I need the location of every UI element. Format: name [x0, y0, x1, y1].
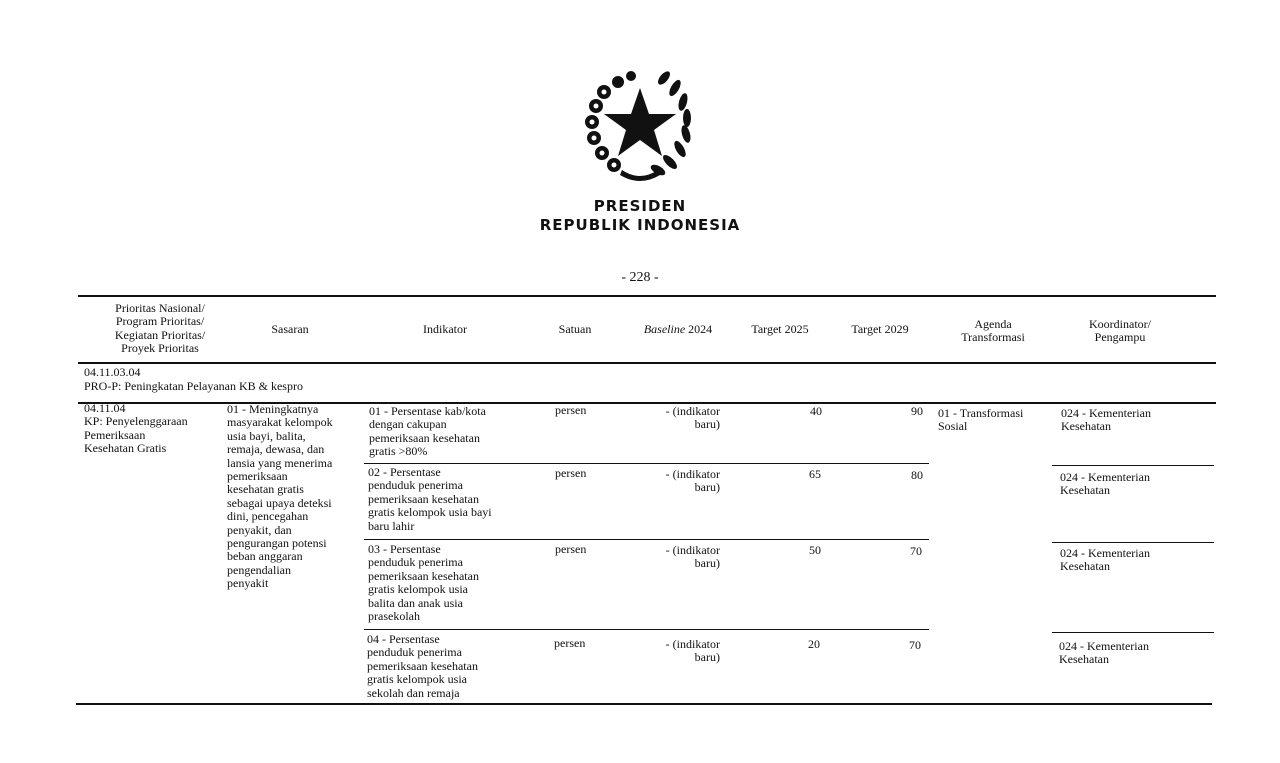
col-header-baseline: Baseline 2024 — [643, 322, 713, 336]
col-header-satuan: Satuan — [558, 322, 592, 336]
row2-rule — [364, 539, 929, 540]
sasaran-cell: 01 - Meningkatnya masyarakat kelompok usia bayi, balita, remaja, dewasa, dan lansia yang menerima pemeriksaan kesehatan gratis sebagai upaya deteksi dini, pencegahan penyakit, dan pengurangan potensi beban anggaran pengendalian penyakit — [227, 402, 333, 591]
header-title-line2: REPUBLIK INDONESIA — [539, 216, 741, 234]
row3-rule — [364, 629, 929, 630]
col-header-sasaran: Sasaran — [271, 322, 309, 336]
row3-indikator: 03 - Persentase penduduk penerima pemeriksaan kesehatan gratis kelompok usia balita dan anak usia prasekolah — [368, 542, 479, 624]
page-number: - 228 - — [621, 270, 659, 285]
row1-rule — [364, 463, 929, 464]
row1-koord-rule — [1052, 465, 1214, 466]
col-header-target-2029: Target 2029 — [851, 322, 909, 336]
col-header-koordinator: Koordinator/ Pengampu — [1089, 317, 1151, 345]
row3-baseline: - (indikator baru) — [665, 543, 720, 571]
col-header-prioritas: Prioritas Nasional/ Program Prioritas/ Kegiatan Prioritas/ Proyek Prioritas — [114, 301, 206, 356]
row3-target-2025: 50 — [809, 543, 821, 557]
row4-koordinator: 024 - Kementerian Kesehatan — [1059, 639, 1149, 667]
row3-koordinator: 024 - Kementerian Kesehatan — [1060, 546, 1150, 574]
row4-target-2029: 70 — [909, 638, 921, 652]
row4-baseline: - (indikator baru) — [665, 637, 720, 665]
row3-koord-rule — [1052, 632, 1214, 633]
row1-indikator: 01 - Persentase kab/kota dengan cakupan pemeriksaan kesehatan gratis >80% — [369, 404, 486, 459]
row2-satuan: persen — [555, 466, 587, 480]
row1-baseline: - (indikator baru) — [665, 404, 720, 432]
header-title-line1: PRESIDEN — [593, 197, 687, 215]
header-bottom-rule — [78, 362, 1216, 364]
row4-indikator: 04 - Persentase penduduk penerima pemeriksaan kesehatan gratis kelompok usia sekolah dan remaja — [367, 632, 478, 700]
row1-satuan: persen — [555, 403, 587, 417]
col-header-target-2025: Target 2025 — [751, 322, 809, 336]
col-header-indikator: Indikator — [423, 322, 467, 336]
section-name: PRO-P: Peningkatan Pelayanan KB & kespro — [84, 379, 303, 393]
agenda-cell: 01 - Transformasi Sosial — [938, 406, 1024, 434]
table-top-rule — [78, 295, 1216, 297]
row3-satuan: persen — [555, 542, 587, 556]
row4-satuan: persen — [554, 636, 586, 650]
row2-target-2029: 80 — [911, 468, 923, 482]
row1-target-2025: 40 — [810, 404, 822, 418]
row4-target-2025: 20 — [808, 637, 820, 651]
row2-baseline: - (indikator baru) — [665, 467, 720, 495]
row3-target-2029: 70 — [910, 544, 922, 558]
kp-cell: 04.11.04 KP: Penyelenggaraan Pemeriksaan Kesehatan Gratis — [84, 401, 188, 456]
row2-indikator: 02 - Persentase penduduk penerima pemeriksaan kesehatan gratis kelompok usia bayi baru lahir — [368, 465, 492, 533]
row2-koord-rule — [1052, 542, 1214, 543]
table-bottom-rule — [76, 703, 1212, 705]
col-header-agenda: Agenda Transformasi — [961, 317, 1025, 345]
row2-koordinator: 024 - Kementerian Kesehatan — [1060, 470, 1150, 498]
garuda-star-emblem-icon — [578, 62, 702, 186]
row2-target-2025: 65 — [809, 467, 821, 481]
section-code: 04.11.03.04 — [84, 365, 141, 379]
row1-koordinator: 024 - Kementerian Kesehatan — [1061, 406, 1151, 434]
row1-target-2029: 90 — [911, 404, 923, 418]
